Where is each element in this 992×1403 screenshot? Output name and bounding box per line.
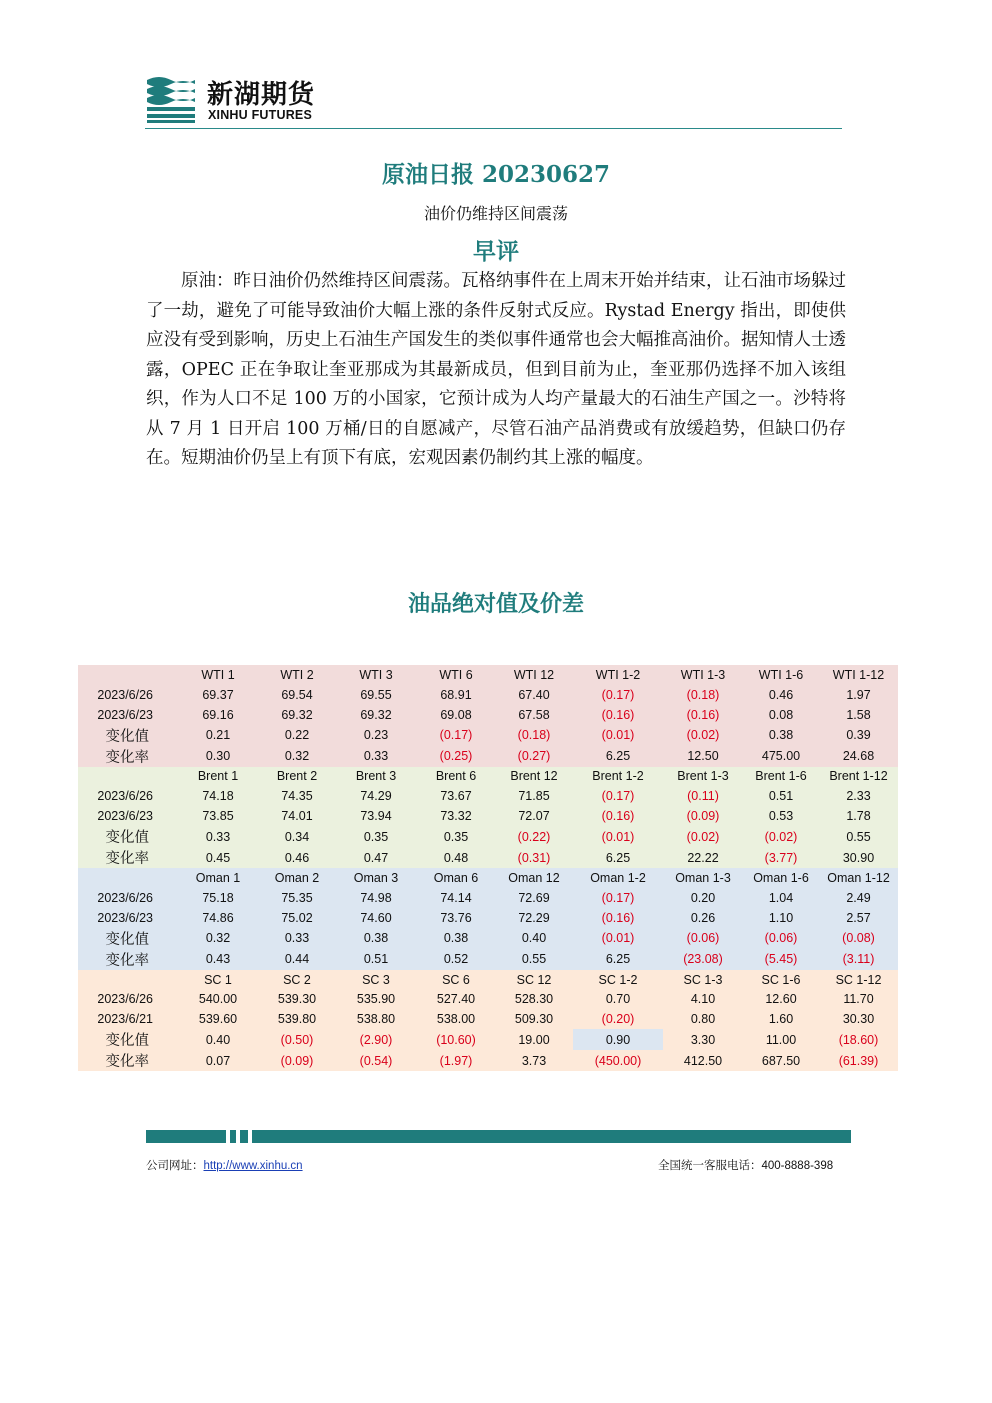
commentary-paragraph: 原油：昨日油价仍然维持区间震荡。瓦格纳事件在上周末开始并结束，让石油市场躲过了一劫，避免了可能导致油价大幅上涨的条件反射式反应。Rystad Energy 指出，即使供应没有受到影响，历史上石油生产国发生的类似事件通常也会大幅推高油价。据知情人士透露，OPEC 正在争取让奎亚那成为其最新成员，但到目前为止，奎亚那仍选择不加入该组织，作为人口不足 100 万的小国家，它预计成为人均产量最大的石油生产国之一。沙特将从 7 月 1 日开启 100 万桶/日的自愿减产，尽管石油产品消费或有放缓趋势，但缺口仍存在。短期油价仍呈上有顶下有底，宏观因素仍制约其上涨的幅度。 bbox=[146, 271, 846, 468]
row-label: 2023/6/23 bbox=[78, 806, 177, 826]
table-row bbox=[78, 1009, 898, 1029]
table-cell: (0.02) bbox=[663, 725, 743, 746]
table-cell: 0.32 bbox=[259, 746, 335, 767]
table-cell: 73.76 bbox=[417, 908, 495, 928]
row-label: 2023/6/21 bbox=[78, 1009, 177, 1029]
table-cell: 0.32 bbox=[177, 928, 259, 949]
column-header: WTI 1-6 bbox=[743, 665, 819, 685]
table-cell: 0.51 bbox=[335, 949, 417, 970]
table-cell: (0.25) bbox=[417, 746, 495, 767]
table-cell: 73.67 bbox=[417, 786, 495, 806]
table-cell: 0.55 bbox=[495, 949, 573, 970]
row-label: 变化率 bbox=[78, 1050, 177, 1071]
table-cell: (0.17) bbox=[573, 786, 663, 806]
table-cell: 0.47 bbox=[335, 847, 417, 868]
table-cell: (0.20) bbox=[573, 1009, 663, 1029]
table-cell: 0.08 bbox=[743, 705, 819, 725]
column-header: Brent 1-3 bbox=[663, 767, 743, 787]
table-cell: 19.00 bbox=[495, 1029, 573, 1050]
table-cell: (1.97) bbox=[417, 1050, 495, 1071]
table-cell: (0.06) bbox=[743, 928, 819, 949]
price-table-container bbox=[78, 665, 898, 1071]
table-cell: 67.40 bbox=[495, 685, 573, 705]
table-cell: 540.00 bbox=[177, 989, 259, 1009]
table-cell: 24.68 bbox=[819, 746, 898, 767]
table-cell: 412.50 bbox=[663, 1050, 743, 1071]
table-cell: (0.08) bbox=[819, 928, 898, 949]
column-header: SC 3 bbox=[335, 970, 417, 990]
table-cell: (0.16) bbox=[573, 705, 663, 725]
table-header-row-oman bbox=[78, 868, 898, 888]
table-cell: 0.40 bbox=[495, 928, 573, 949]
table-row bbox=[78, 746, 898, 767]
table-cell: 3.30 bbox=[663, 1029, 743, 1050]
table-cell: 539.80 bbox=[259, 1009, 335, 1029]
column-header bbox=[78, 868, 177, 888]
row-label: 2023/6/26 bbox=[78, 989, 177, 1009]
table-cell: 75.18 bbox=[177, 888, 259, 908]
footer-bar-segment bbox=[146, 1130, 226, 1143]
column-header: Oman 1-6 bbox=[743, 868, 819, 888]
column-header: Brent 1 bbox=[177, 767, 259, 787]
column-header: WTI 2 bbox=[259, 665, 335, 685]
header-divider bbox=[145, 128, 842, 129]
table-row bbox=[78, 989, 898, 1009]
table-cell: 1.60 bbox=[743, 1009, 819, 1029]
table-cell: 0.51 bbox=[743, 786, 819, 806]
table-cell: 12.60 bbox=[743, 989, 819, 1009]
table-cell: (0.17) bbox=[417, 725, 495, 746]
column-header: Brent 1-2 bbox=[573, 767, 663, 787]
table-header-row-brent bbox=[78, 767, 898, 787]
table-cell: (61.39) bbox=[819, 1050, 898, 1071]
table-cell: (0.54) bbox=[335, 1050, 417, 1071]
column-header: WTI 6 bbox=[417, 665, 495, 685]
table-cell: 0.35 bbox=[417, 826, 495, 847]
table-cell: 73.94 bbox=[335, 806, 417, 826]
table-cell: 687.50 bbox=[743, 1050, 819, 1071]
table-cell: 539.30 bbox=[259, 989, 335, 1009]
table-row bbox=[78, 847, 898, 868]
table-cell: 0.40 bbox=[177, 1029, 259, 1050]
table-cell: (0.09) bbox=[259, 1050, 335, 1071]
table-cell: 0.46 bbox=[743, 685, 819, 705]
row-label: 2023/6/23 bbox=[78, 908, 177, 928]
table-header-row-sc bbox=[78, 970, 898, 990]
table-cell: (23.08) bbox=[663, 949, 743, 970]
table-cell: 67.58 bbox=[495, 705, 573, 725]
price-spread-table bbox=[78, 665, 898, 1071]
table-cell: 535.90 bbox=[335, 989, 417, 1009]
column-header: Brent 1-12 bbox=[819, 767, 898, 787]
footer-website-link[interactable]: http://www.xinhu.cn bbox=[203, 1160, 303, 1172]
table-cell: 0.38 bbox=[335, 928, 417, 949]
table-cell: 72.69 bbox=[495, 888, 573, 908]
table-cell: 2.49 bbox=[819, 888, 898, 908]
table-cell: 538.00 bbox=[417, 1009, 495, 1029]
table-cell: 73.32 bbox=[417, 806, 495, 826]
table-cell: 1.10 bbox=[743, 908, 819, 928]
footer-bar-segment bbox=[240, 1130, 248, 1143]
table-row bbox=[78, 786, 898, 806]
column-header: SC 2 bbox=[259, 970, 335, 990]
report-subtitle: 油价仍维持区间震荡 bbox=[423, 204, 568, 223]
table-cell: 72.07 bbox=[495, 806, 573, 826]
table-cell: 0.30 bbox=[177, 746, 259, 767]
table-cell: 69.32 bbox=[259, 705, 335, 725]
table-cell: 0.48 bbox=[417, 847, 495, 868]
table-cell: 0.45 bbox=[177, 847, 259, 868]
table-cell: (0.09) bbox=[663, 806, 743, 826]
table-cell: (0.11) bbox=[663, 786, 743, 806]
table-cell: 0.44 bbox=[259, 949, 335, 970]
table-cell: 0.33 bbox=[259, 928, 335, 949]
column-header bbox=[78, 665, 177, 685]
table-cell: (0.27) bbox=[495, 746, 573, 767]
section-morning-review: 早评 bbox=[473, 238, 519, 265]
table-cell: 68.91 bbox=[417, 685, 495, 705]
table-header-row-wti bbox=[78, 665, 898, 685]
table-row bbox=[78, 908, 898, 928]
table-cell: (3.77) bbox=[743, 847, 819, 868]
table-cell: 75.35 bbox=[259, 888, 335, 908]
row-label: 变化值 bbox=[78, 928, 177, 949]
table-cell: 11.00 bbox=[743, 1029, 819, 1050]
table-cell: 0.52 bbox=[417, 949, 495, 970]
table-cell: 475.00 bbox=[743, 746, 819, 767]
column-header: Oman 6 bbox=[417, 868, 495, 888]
row-label: 变化值 bbox=[78, 826, 177, 847]
table-cell: 74.14 bbox=[417, 888, 495, 908]
column-header: Brent 1-6 bbox=[743, 767, 819, 787]
table-cell: 0.35 bbox=[335, 826, 417, 847]
table-cell: 1.04 bbox=[743, 888, 819, 908]
table-cell: (0.16) bbox=[573, 908, 663, 928]
column-header bbox=[78, 970, 177, 990]
table-cell: (10.60) bbox=[417, 1029, 495, 1050]
column-header: SC 6 bbox=[417, 970, 495, 990]
table-cell: (0.02) bbox=[663, 826, 743, 847]
row-label: 2023/6/26 bbox=[78, 685, 177, 705]
table-cell: 30.90 bbox=[819, 847, 898, 868]
row-label: 2023/6/23 bbox=[78, 705, 177, 725]
column-header: SC 1-6 bbox=[743, 970, 819, 990]
table-row bbox=[78, 888, 898, 908]
table-cell: 0.70 bbox=[573, 989, 663, 1009]
table-cell: 22.22 bbox=[663, 847, 743, 868]
table-cell: (2.90) bbox=[335, 1029, 417, 1050]
logo-chinese-name: 新湖期货 bbox=[207, 80, 316, 110]
table-cell: (0.01) bbox=[573, 826, 663, 847]
table-cell: 0.38 bbox=[417, 928, 495, 949]
table-cell: 0.38 bbox=[743, 725, 819, 746]
table-cell: 0.07 bbox=[177, 1050, 259, 1071]
table-cell: (450.00) bbox=[573, 1050, 663, 1071]
report-title: 原油日报 20230627 bbox=[381, 161, 611, 188]
table-row bbox=[78, 1029, 898, 1050]
column-header: SC 1 bbox=[177, 970, 259, 990]
wave-logo-icon bbox=[145, 72, 197, 124]
table-cell: 0.23 bbox=[335, 725, 417, 746]
table-cell: (0.02) bbox=[743, 826, 819, 847]
footer-website bbox=[146, 1157, 303, 1173]
column-header: SC 1-3 bbox=[663, 970, 743, 990]
column-header: Brent 12 bbox=[495, 767, 573, 787]
table-cell: 2.57 bbox=[819, 908, 898, 928]
column-header: Oman 1-12 bbox=[819, 868, 898, 888]
table-cell: 0.53 bbox=[743, 806, 819, 826]
table-row bbox=[78, 928, 898, 949]
table-cell: 74.86 bbox=[177, 908, 259, 928]
table-row bbox=[78, 705, 898, 725]
table-cell: (0.31) bbox=[495, 847, 573, 868]
table-cell: (5.45) bbox=[743, 949, 819, 970]
table-cell: (0.17) bbox=[573, 685, 663, 705]
row-label: 变化率 bbox=[78, 847, 177, 868]
footer-bar bbox=[146, 1130, 851, 1143]
table-cell: (0.18) bbox=[495, 725, 573, 746]
table-row bbox=[78, 725, 898, 746]
column-header: WTI 12 bbox=[495, 665, 573, 685]
footer-phone-number: 400-8888-398 bbox=[761, 1160, 834, 1172]
table-row bbox=[78, 1050, 898, 1071]
table-cell: 74.29 bbox=[335, 786, 417, 806]
table-cell: 1.58 bbox=[819, 705, 898, 725]
logo-english-name: XINHU FUTURES bbox=[208, 108, 312, 122]
column-header: Brent 3 bbox=[335, 767, 417, 787]
table-row bbox=[78, 826, 898, 847]
table-cell: 69.37 bbox=[177, 685, 259, 705]
table-cell: 6.25 bbox=[573, 746, 663, 767]
footer-phone-label: 全国统一客服电话： bbox=[658, 1158, 762, 1172]
table-cell: 75.02 bbox=[259, 908, 335, 928]
table-cell: 509.30 bbox=[495, 1009, 573, 1029]
table-cell: 1.97 bbox=[819, 685, 898, 705]
table-cell: (0.18) bbox=[663, 685, 743, 705]
column-header: Brent 2 bbox=[259, 767, 335, 787]
table-cell: 69.08 bbox=[417, 705, 495, 725]
column-header: Oman 2 bbox=[259, 868, 335, 888]
row-label: 变化值 bbox=[78, 725, 177, 746]
table-cell: 74.60 bbox=[335, 908, 417, 928]
footer-phone bbox=[658, 1157, 851, 1173]
column-header: SC 1-2 bbox=[573, 970, 663, 990]
table-cell: (0.01) bbox=[573, 928, 663, 949]
table-cell: 0.43 bbox=[177, 949, 259, 970]
table-cell: 69.16 bbox=[177, 705, 259, 725]
table-cell: 69.32 bbox=[335, 705, 417, 725]
table-cell: (0.01) bbox=[573, 725, 663, 746]
table-cell: (18.60) bbox=[819, 1029, 898, 1050]
table-cell: 4.10 bbox=[663, 989, 743, 1009]
column-header: Oman 1-3 bbox=[663, 868, 743, 888]
table-cell: 0.39 bbox=[819, 725, 898, 746]
table-cell: (0.17) bbox=[573, 888, 663, 908]
table-cell: 0.55 bbox=[819, 826, 898, 847]
section-price-table-title: 油品绝对值及价差 bbox=[407, 591, 584, 617]
column-header: Oman 1-2 bbox=[573, 868, 663, 888]
table-cell: 0.33 bbox=[335, 746, 417, 767]
table-cell: 74.01 bbox=[259, 806, 335, 826]
row-label: 变化值 bbox=[78, 1029, 177, 1050]
table-cell: 0.22 bbox=[259, 725, 335, 746]
column-header: SC 1-12 bbox=[819, 970, 898, 990]
column-header: WTI 1-12 bbox=[819, 665, 898, 685]
table-cell: 6.25 bbox=[573, 847, 663, 868]
table-cell: 528.30 bbox=[495, 989, 573, 1009]
table-cell: 0.33 bbox=[177, 826, 259, 847]
column-header bbox=[78, 767, 177, 787]
table-cell: 539.60 bbox=[177, 1009, 259, 1029]
table-cell: 0.21 bbox=[177, 725, 259, 746]
column-header: Oman 12 bbox=[495, 868, 573, 888]
table-cell: 538.80 bbox=[335, 1009, 417, 1029]
price-table-body bbox=[78, 665, 898, 1071]
table-cell: (0.50) bbox=[259, 1029, 335, 1050]
table-cell: 0.34 bbox=[259, 826, 335, 847]
column-header: SC 12 bbox=[495, 970, 573, 990]
table-cell: 3.73 bbox=[495, 1050, 573, 1071]
table-cell: (3.11) bbox=[819, 949, 898, 970]
table-cell: 11.70 bbox=[819, 989, 898, 1009]
table-cell: 74.18 bbox=[177, 786, 259, 806]
column-header: WTI 3 bbox=[335, 665, 417, 685]
table-cell: 6.25 bbox=[573, 949, 663, 970]
column-header: WTI 1-2 bbox=[573, 665, 663, 685]
table-cell: 2.33 bbox=[819, 786, 898, 806]
column-header: WTI 1 bbox=[177, 665, 259, 685]
table-cell: 0.26 bbox=[663, 908, 743, 928]
row-label: 2023/6/26 bbox=[78, 888, 177, 908]
column-header: WTI 1-3 bbox=[663, 665, 743, 685]
table-cell: (0.22) bbox=[495, 826, 573, 847]
row-label: 2023/6/26 bbox=[78, 786, 177, 806]
table-cell: 69.55 bbox=[335, 685, 417, 705]
table-cell: (0.16) bbox=[663, 705, 743, 725]
table-cell: 12.50 bbox=[663, 746, 743, 767]
column-header: Brent 6 bbox=[417, 767, 495, 787]
footer-website-label: 公司网址： bbox=[146, 1158, 204, 1172]
table-cell: 0.46 bbox=[259, 847, 335, 868]
column-header: Oman 3 bbox=[335, 868, 417, 888]
footer-bar-segment bbox=[252, 1130, 851, 1143]
table-cell: 73.85 bbox=[177, 806, 259, 826]
column-header: Oman 1 bbox=[177, 868, 259, 888]
table-cell: (0.16) bbox=[573, 806, 663, 826]
table-cell: 74.35 bbox=[259, 786, 335, 806]
company-logo bbox=[145, 72, 345, 124]
table-cell: 30.30 bbox=[819, 1009, 898, 1029]
row-label: 变化率 bbox=[78, 746, 177, 767]
table-row bbox=[78, 806, 898, 826]
table-cell: (0.06) bbox=[663, 928, 743, 949]
table-cell: 71.85 bbox=[495, 786, 573, 806]
table-cell: 0.90 bbox=[573, 1029, 663, 1050]
footer-bar-segment bbox=[230, 1130, 236, 1143]
table-cell: 527.40 bbox=[417, 989, 495, 1009]
table-cell: 72.29 bbox=[495, 908, 573, 928]
table-cell: 0.80 bbox=[663, 1009, 743, 1029]
table-row bbox=[78, 949, 898, 970]
table-row bbox=[78, 685, 898, 705]
table-cell: 1.78 bbox=[819, 806, 898, 826]
row-label: 变化率 bbox=[78, 949, 177, 970]
table-cell: 0.20 bbox=[663, 888, 743, 908]
table-cell: 69.54 bbox=[259, 685, 335, 705]
table-cell: 74.98 bbox=[335, 888, 417, 908]
